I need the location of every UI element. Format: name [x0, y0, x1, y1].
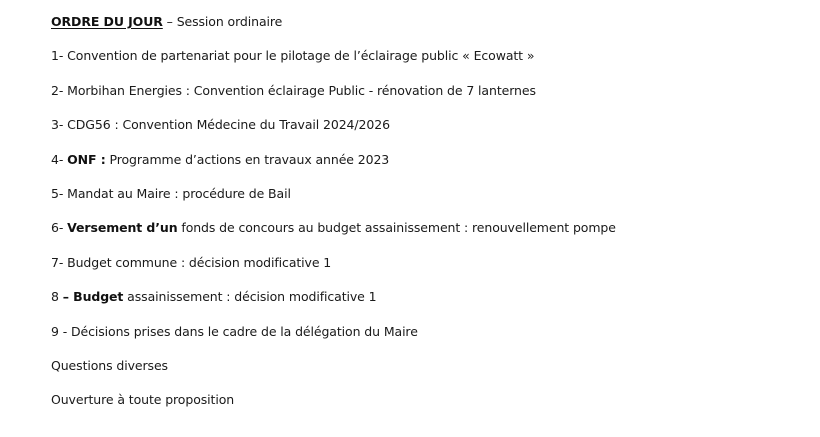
agenda-item-6-rest: fonds de concours au budget assainissement : renouvellement pompe	[177, 220, 616, 236]
agenda-item-2: 2- Morbihan Energies : Convention éclairage Public - rénovation de 7 lanternes	[51, 82, 536, 98]
agenda-item-8-prefix: 8	[51, 289, 63, 305]
agenda-item-9: 9 - Décisions prises dans le cadre de la délégation du Maire	[51, 323, 418, 339]
agenda-item-7: 7- Budget commune : décision modificative 1	[51, 254, 332, 270]
agenda-item-3: 3- CDG56 : Convention Médecine du Travail 2024/2026	[51, 117, 390, 133]
agenda-title: ORDRE DU JOUR	[51, 14, 163, 29]
agenda-item-4-bold: ONF :	[67, 151, 106, 167]
agenda-item-1: 1- Convention de partenariat pour le pilotage de l’éclairage public « Ecowatt »	[51, 48, 535, 64]
agenda-item-6-bold: Versement d’un	[67, 220, 178, 236]
agenda-item-5: 5- Mandat au Maire : procédure de Bail	[51, 185, 291, 201]
agenda-item-8	[51, 288, 791, 322]
agenda-item-4	[51, 151, 791, 185]
agenda-item-8-bold: – Budget	[62, 289, 124, 305]
agenda-item-questions: Questions diverses	[51, 357, 168, 373]
heading-separator: –	[162, 14, 177, 29]
session-type: Session ordinaire	[176, 14, 283, 29]
agenda-item-6-prefix: 6-	[51, 220, 68, 236]
agenda-item-8-rest: assainissement : décision modificative 1	[123, 289, 377, 305]
agenda	[51, 13, 791, 426]
agenda-item-4-rest: Programme d’actions en travaux année 2023	[105, 151, 390, 167]
agenda-item-4-prefix: 4-	[51, 151, 68, 167]
agenda-heading	[51, 13, 791, 47]
agenda-item-6	[51, 219, 791, 253]
agenda-item-ouverture: Ouverture à toute proposition	[51, 392, 235, 408]
